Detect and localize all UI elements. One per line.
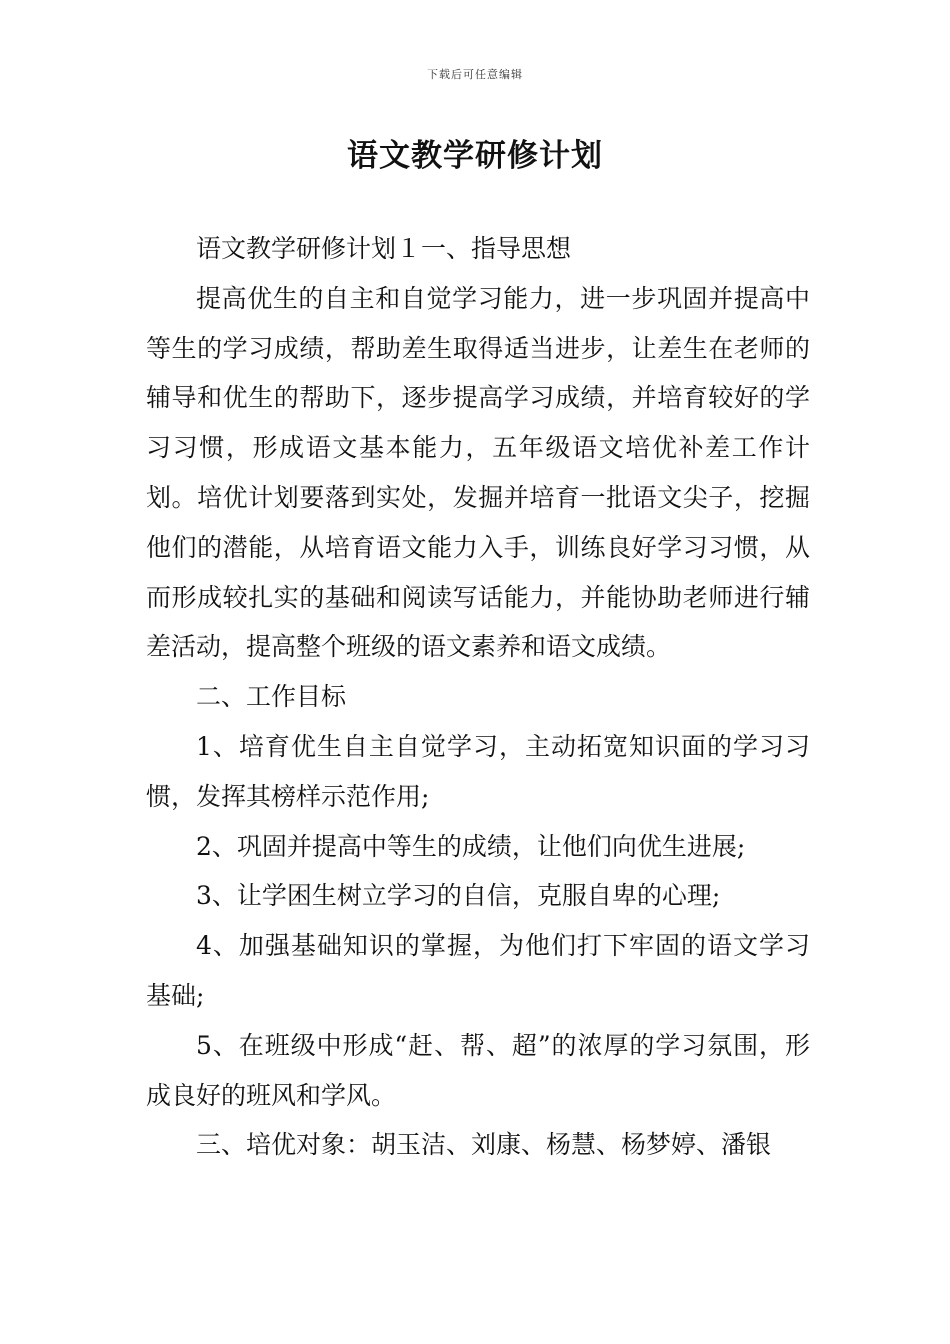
paragraph-goal-2: 2、巩固并提高中等生的成绩，让他们向优生进展;: [196, 831, 746, 861]
paragraph-goal-3: 3、让学困生树立学习的自信，克服自卑的心理;: [196, 881, 721, 911]
paragraph-intro-heading: 语文教学研修计划１一、指导思想: [196, 234, 572, 263]
paragraph-goal-5: 5、在班级中形成“赶、帮、超”的浓厚的学习氛围，形成良好的班风和学风。: [146, 1030, 810, 1110]
paragraph-goal-1: 1、培育优生自主自觉学习，主动拓宽知识面的学习习惯，发挥其榜样示范作用;: [146, 731, 810, 811]
paragraph-goals-heading: 二、工作目标: [196, 682, 347, 712]
document-body: [146, 224, 810, 1170]
paragraph-guiding-thought: 提高优生的自主和自觉学习能力，进一步巩固并提高中等生的学习成绩，帮助差生取得适当进步，让差生在老师的辅导和优生的帮助下，逐步提高学习成绩，并培育较好的学习习惯，形成语文基本能力，五年级语文培优补差工作计划。培优计划要落到实处，发掘并培育一批语文尖子，挖掘他们的潜能，从培育语文能力入手，训练良好学习习惯，从而形成较扎实的基础和阅读写话能力，并能协助老师进行辅差活动，提高整个班级的语文素养和语文成绩。: [146, 283, 810, 662]
paragraph-goal-4: 4、加强基础知识的掌握，为他们打下牢固的语文学习基础;: [146, 931, 810, 1010]
document-title: 语文教学研修计划: [347, 138, 603, 174]
paragraph-targets: 三、培优对象：胡玉洁、刘康、杨慧、杨梦婷、潘银: [196, 1130, 772, 1160]
page-header-note: 下载后可任意编辑: [427, 68, 523, 81]
